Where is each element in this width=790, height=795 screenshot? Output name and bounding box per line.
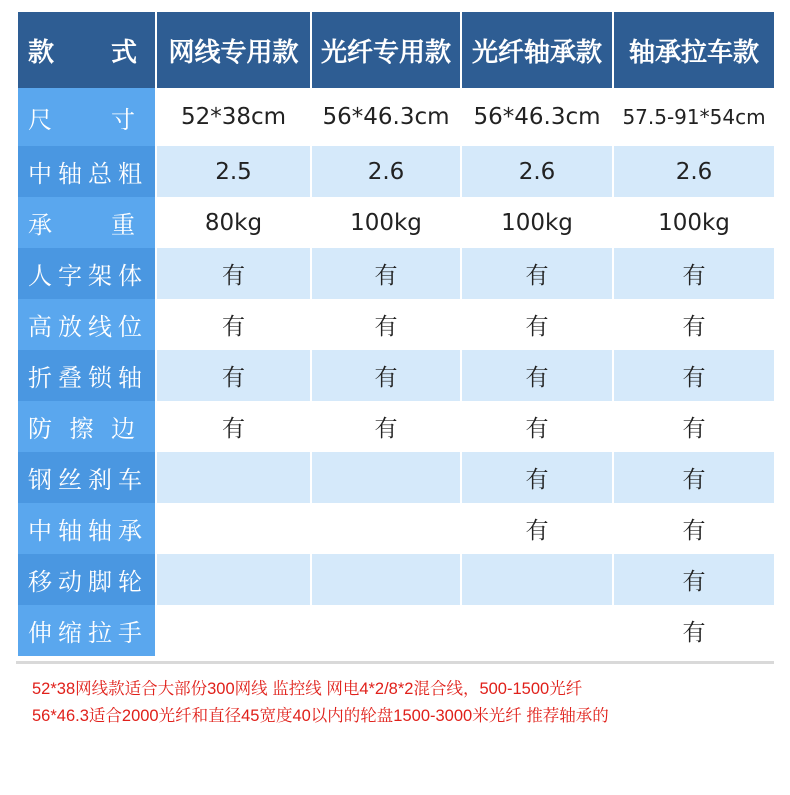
row-label-char: 重 (111, 211, 141, 239)
table-cell: 52*38cm (156, 88, 311, 146)
table-bottom-divider (16, 661, 774, 664)
row-label-char: 承 (28, 211, 58, 239)
table-cell: 56*46.3cm (311, 88, 461, 146)
table-cell: 有 (461, 401, 613, 452)
row-label: 中轴总粗 (17, 146, 156, 197)
row-label: 钢丝刹车 (17, 452, 156, 503)
table-cell: 56*46.3cm (461, 88, 613, 146)
spec-table (16, 12, 776, 656)
table-row (17, 554, 775, 605)
table-row (17, 401, 775, 452)
row-label: 伸缩拉手 (17, 605, 156, 656)
table-row (17, 299, 775, 350)
table-cell: 有 (613, 299, 775, 350)
table-cell (156, 452, 311, 503)
table-cell: 有 (461, 299, 613, 350)
table-header-row (17, 12, 775, 88)
table-cell: 有 (613, 503, 775, 554)
row-label: 人字架体 (17, 248, 156, 299)
table-cell: 有 (461, 248, 613, 299)
row-label-char: 尺 (28, 105, 58, 134)
table-cell (156, 503, 311, 554)
table-cell: 有 (613, 401, 775, 452)
header-column: 网线专用款 (156, 12, 311, 88)
table-row (17, 350, 775, 401)
table-cell: 有 (311, 248, 461, 299)
header-column: 光纤专用款 (311, 12, 461, 88)
table-cell (461, 605, 613, 656)
table-row (17, 248, 775, 299)
header-label-char-2: 式 (110, 37, 137, 68)
table-row (17, 503, 775, 554)
row-label-char: 防 (28, 415, 58, 443)
header-column: 轴承拉车款 (613, 12, 775, 88)
table-cell: 有 (156, 401, 311, 452)
row-label (17, 401, 156, 452)
note-line: 52*38网线款适合大部份300网线 监控线 网电4*2/8*2混合线，500-1500光纤 (32, 680, 583, 698)
table-row (17, 197, 775, 248)
table-row (17, 88, 775, 146)
table-cell: 有 (311, 299, 461, 350)
note-line: 56*46.3适合2000光纤和直径45宽度40以内的轮盘1500-3000米光纤 推荐轴承的 (32, 707, 609, 725)
table-cell (311, 605, 461, 656)
table-cell: 100kg (613, 197, 775, 248)
table-cell: 有 (613, 605, 775, 656)
header-label-char-1: 款 (28, 37, 55, 68)
header-column: 光纤轴承款 (461, 12, 613, 88)
header-label-cell (17, 12, 156, 88)
table-cell: 有 (311, 401, 461, 452)
row-label: 折叠锁轴 (17, 350, 156, 401)
table-row (17, 452, 775, 503)
row-label: 移动脚轮 (17, 554, 156, 605)
row-label-char: 擦 (69, 415, 100, 443)
table-row (17, 146, 775, 197)
table-cell (156, 554, 311, 605)
table-cell (461, 554, 613, 605)
table-cell: 有 (156, 299, 311, 350)
table-cell: 有 (461, 503, 613, 554)
table-cell: 有 (156, 350, 311, 401)
table-cell: 57.5-91*54cm (613, 88, 775, 146)
table-cell (156, 605, 311, 656)
table-cell: 有 (311, 350, 461, 401)
table-cell: 有 (156, 248, 311, 299)
table-cell (311, 452, 461, 503)
row-label (17, 88, 156, 146)
table-cell (311, 554, 461, 605)
row-label: 中轴轴承 (17, 503, 156, 554)
table-cell: 2.6 (613, 146, 775, 197)
table-cell: 有 (613, 248, 775, 299)
table-cell: 有 (613, 350, 775, 401)
table-cell: 2.6 (461, 146, 613, 197)
table-cell: 100kg (461, 197, 613, 248)
row-label (17, 197, 156, 248)
table-cell: 有 (461, 350, 613, 401)
notes-block (32, 676, 772, 730)
table-cell (311, 503, 461, 554)
table-cell: 100kg (311, 197, 461, 248)
row-label-char: 边 (111, 415, 141, 443)
table-cell: 2.5 (156, 146, 311, 197)
table-row (17, 605, 775, 656)
row-label-char: 寸 (111, 105, 141, 134)
table-cell: 80kg (156, 197, 311, 248)
table-cell: 有 (461, 452, 613, 503)
table-cell: 有 (613, 554, 775, 605)
table-cell: 有 (613, 452, 775, 503)
row-label: 高放线位 (17, 299, 156, 350)
table-cell: 2.6 (311, 146, 461, 197)
